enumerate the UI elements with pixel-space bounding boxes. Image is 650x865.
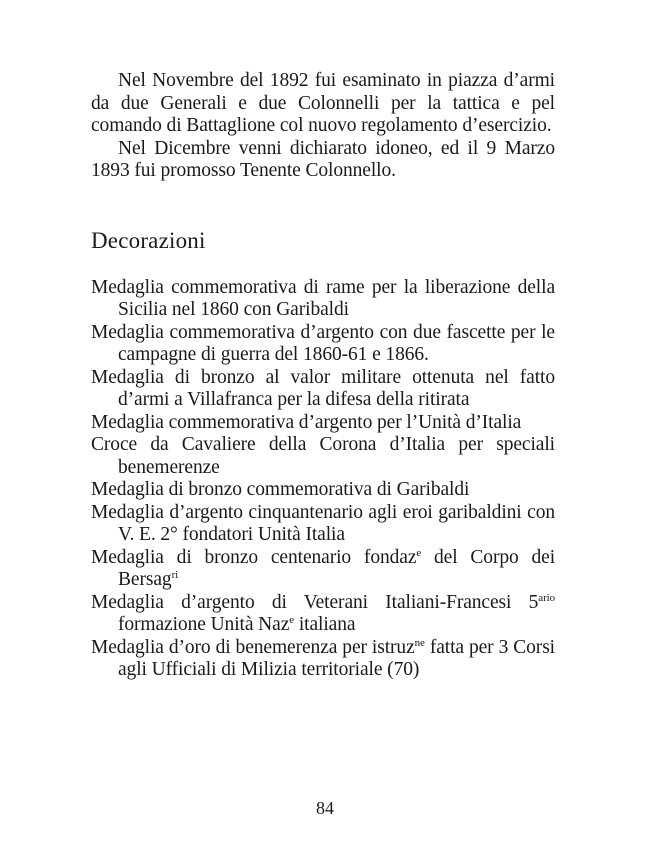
decorations-list xyxy=(91,277,555,682)
decoration-superscript: e xyxy=(416,546,422,559)
decoration-text: italiana xyxy=(294,614,356,635)
body-paragraph-1: Nel Novembre del 1892 fui esaminato in piazza d’armi da due Generali e due Colonnelli per la tattica e pel comando di Battaglione col nuovo regolamento d’esercizio. xyxy=(91,70,555,136)
decoration-item: Medaglia d’argento cinquantenario agli eroi garibaldini con V. E. 2° fondatori Unità Italia xyxy=(91,501,555,545)
decoration-text: fatta per 3 Corsi agli Ufficiali di Milizia territoriale (70) xyxy=(118,636,555,680)
decoration-item xyxy=(91,592,555,637)
decoration-item xyxy=(91,547,555,592)
decoration-superscript: e xyxy=(289,614,295,626)
decoration-item: Croce da Cavaliere della Corona d’Italia per speciali benemerenze xyxy=(91,434,555,478)
decoration-text: Medaglia d’argento di Veterani Italiani-Francesi 5 xyxy=(91,591,539,613)
decoration-item: Medaglia commemorativa d’argento per l’Unità d’Italia xyxy=(91,411,522,433)
decoration-superscript: ri xyxy=(171,569,179,581)
decoration-item xyxy=(91,637,555,682)
decoration-text: Medaglia di bronzo centenario fondaz xyxy=(91,546,417,568)
page-number: 84 xyxy=(316,798,334,818)
section-heading-decorazioni: Decorazioni xyxy=(91,227,206,253)
decoration-superscript: ario xyxy=(538,591,555,604)
decoration-superscript: ne xyxy=(414,636,425,649)
decoration-item: Medaglia commemorativa di rame per la liberazione della Sicilia nel 1860 con Garibaldi xyxy=(91,276,555,320)
body-paragraph-2: Nel Dicembre venni dichiarato idoneo, ed il 9 Marzo 1893 fui promosso Tenente Colonnello. xyxy=(91,137,555,181)
decoration-text: del Corpo dei Bersag xyxy=(118,546,556,590)
decoration-item: Medaglia di bronzo commemorativa di Garibaldi xyxy=(91,479,470,500)
decoration-item: Medaglia di bronzo al valor militare ottenuta nel fatto d’armi a Villafranca per la difesa della ritirata xyxy=(91,366,555,410)
decoration-text: formazione Unità Naz xyxy=(118,614,290,635)
decoration-item: Medaglia commemorativa d’argento con due fascette per le campagne di guerra del 1860-61 e 1866. xyxy=(91,321,555,365)
decoration-text: Medaglia d’oro di benemerenza per istruz xyxy=(91,636,415,658)
page-content xyxy=(91,70,555,682)
